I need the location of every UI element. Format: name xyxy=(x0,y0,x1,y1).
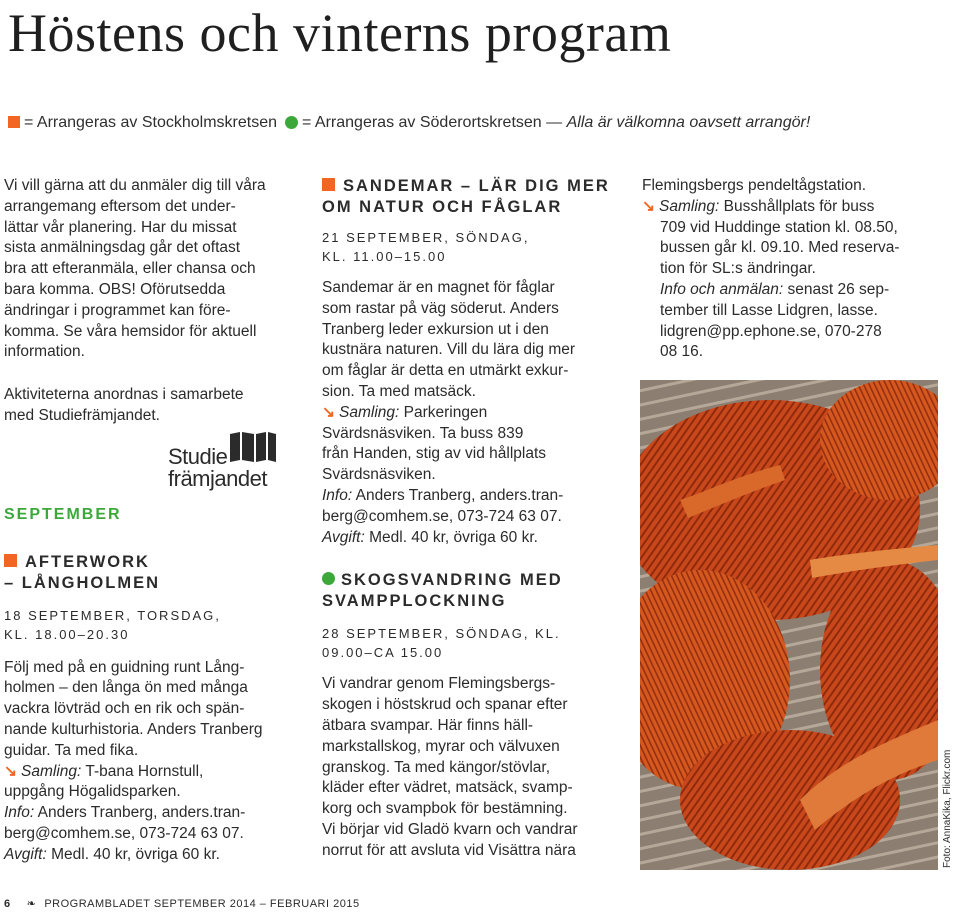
studiefrämjandet-logo xyxy=(168,430,278,498)
publication-name: PROGRAMBLADET SEPTEMBER 2014 – FEBRUARI 2015 xyxy=(44,898,360,910)
event-body-skogsvandring-cont: Flemingsbergs pendeltågstation. ↘ Samling: Busshållplats för buss 709 vid Huddinge station kl. 08.50, bussen går kl. 09.10. Med reserva- tion för SL:s ändringar. Info och anmälan: senast 26 sep- tember till Lasse Lidgren, lasse. lidgren@pp.ephone.se, 070-278 08 16. xyxy=(642,177,900,361)
intro-text xyxy=(4,176,304,363)
collab-line: med Studiefrämjandet. xyxy=(4,406,160,424)
event-date-sandemar: 21 SEPTEMBER, SÖNDAG, KL. 11.00–15.00 xyxy=(322,230,530,264)
intro-line: arrangemang eftersom det under- xyxy=(4,197,236,215)
collab-line: Aktiviteterna anordnas i samarbete xyxy=(4,386,244,404)
page-number: 6 xyxy=(4,898,11,910)
photo-credit: Foto: AnnaKika, Flickr.com xyxy=(942,749,953,868)
orange-square-icon xyxy=(8,116,20,128)
column-2 xyxy=(322,176,622,862)
intro-line: ändringar i programmet kan före- xyxy=(4,301,231,319)
intro-line: lättar vår planering. Har du missat xyxy=(4,218,237,236)
page-title: Höstens och vinterns program xyxy=(8,3,672,63)
month-heading: SEPTEMBER xyxy=(4,505,122,523)
intro-line: bara komma. OBS! Oförutsedda xyxy=(4,280,226,298)
logo-text: Studie främjandet xyxy=(168,444,267,491)
page-footer xyxy=(4,897,360,910)
intro-line: sista anmälningsdag går det oftast xyxy=(4,239,241,257)
legend-stockholm: = Arrangeras av Stockholmskretsen xyxy=(24,114,278,131)
event-title-afterwork: AFTERWORK – LÅNGHOLMEN xyxy=(4,552,160,592)
mushroom-illustration xyxy=(640,380,938,870)
event-date-afterwork: 18 SEPTEMBER, TORSDAG, KL. 18.00–20.30 xyxy=(4,607,221,642)
green-dot-icon xyxy=(285,116,298,129)
mushroom-photo xyxy=(640,380,938,870)
orange-square-icon xyxy=(4,554,17,567)
event-body-skogsvandring: Vi vandrar genom Flemingsbergs- skogen i höstskrud och spanar efter ätbara svampar. Här finns häll- markstallskog, myrar och välvuxen granskog. Ta med kängor/stövlar, kläder efter vädret, matsäck, svamp- korg och svampbok för bestämning. Vi börjar vid Gladö kvarn och vandrar norrut för att avsluta vid Visättra nära xyxy=(322,675,578,859)
legend-soderort: = Arrangeras av Söderortskretsen — xyxy=(302,114,563,131)
legend-welcome: Alla är välkomna oavsett arrangör! xyxy=(566,114,811,131)
intro-line: komma. Se våra hemsidor för aktuell xyxy=(4,322,257,340)
collab-text xyxy=(4,385,304,427)
leaf-icon: ❧ xyxy=(26,898,37,910)
column-3 xyxy=(642,176,942,363)
legend xyxy=(8,114,810,132)
event-body-sandemar: Sandemar är en magnet för fåglar som rastar på väg söderut. Anders Tranberg leder exkursion ut i den kustnära naturen. Vill du lära dig mer om fåglar är detta en utmärkt exkur- sion. Ta med matsäck. ↘ Samling: Parkeringen Svärdsnäsviken. Ta buss 839 från Handen, stig av vid hållplats Svärdsnäsviken. Info: Anders Tranberg, anders.tran- berg@comhem.se, 073-724 63 07. Avgift: Medl. 40 kr, övriga 60 kr. xyxy=(322,279,576,546)
event-title-sandemar: SANDEMAR – LÄR DIG MER OM NATUR OCH FÅGLAR xyxy=(322,177,610,216)
intro-line: bra att efteranmäla, eller chansa och xyxy=(4,260,256,278)
orange-square-icon xyxy=(322,178,335,191)
arrow-icon: ↘ xyxy=(642,197,655,215)
event-body-afterwork: Följ med på en guidning runt Lång- holmen – den långa ön med många vackra lövträd och en rik och spän- nande kulturhistoria. Anders Tranberg guidar. Ta med fika. ↘ Samling: T-bana Hornstull, uppgång Högalidsparken. Info: Anders Tranberg, anders.tran- berg@comhem.se, 073-724 63 07. Avgift: Medl. 40 kr, övriga 60 kr. xyxy=(4,658,263,863)
event-date-skogsvandring: 28 SEPTEMBER, SÖNDAG, KL. 09.00–CA 15.00 xyxy=(322,626,561,661)
column-1 xyxy=(4,176,304,866)
arrow-icon: ↘ xyxy=(322,403,335,421)
intro-line: information. xyxy=(4,343,85,361)
intro-line: Vi vill gärna att du anmäler dig till våra xyxy=(4,177,266,194)
event-title-skogsvandring: SKOGSVANDRING MED SVAMPPLOCKNING xyxy=(322,571,563,611)
arrow-icon: ↘ xyxy=(4,762,17,780)
green-dot-icon xyxy=(322,572,335,585)
